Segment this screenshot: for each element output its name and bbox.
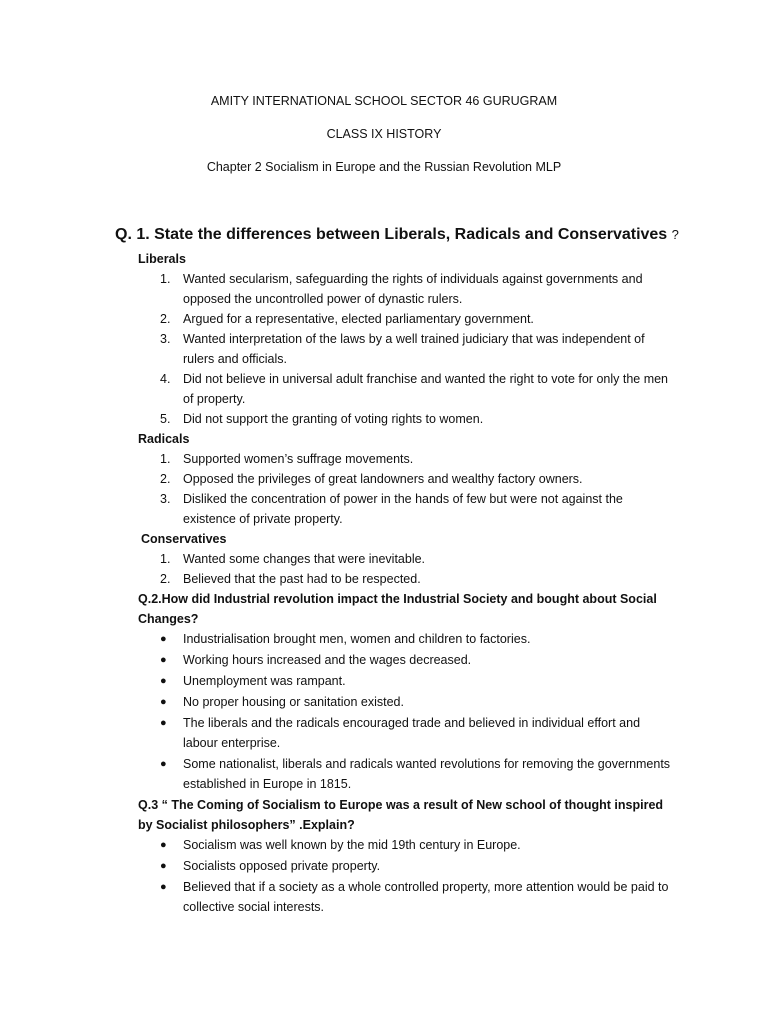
school-name: AMITY INTERNATIONAL SCHOOL SECTOR 46 GURUGRAM (210, 94, 558, 108)
list-item: 5. Did not support the granting of voting rights to women. (160, 412, 484, 426)
liberals-list (138, 269, 678, 429)
question-1-mark: ? (671, 227, 679, 242)
bullet-icon: ● (160, 758, 167, 770)
conservatives-heading: Conservatives (141, 532, 227, 546)
question-1-title (115, 226, 679, 244)
class-title: CLASS IX HISTORY (326, 127, 442, 141)
list-item: 4. Did not believe in universal adult franchise and wanted the right to vote for only the men of property. (160, 372, 669, 406)
bullet-icon: ● (160, 860, 167, 872)
bullet-icon: ● (160, 881, 167, 893)
liberals-heading: Liberals (138, 252, 186, 266)
question-2-title: Q.2.How did Industrial revolution impact the Industrial Society and bought about Social Changes? (138, 592, 657, 626)
question-2-list (138, 629, 678, 794)
bullet-icon: ● (160, 654, 167, 666)
bullet-icon: ● (160, 839, 167, 851)
list-item: 3. Wanted interpretation of the laws by a well trained judiciary that was independent of rulers and officials. (160, 332, 645, 366)
list-item: 2. Argued for a representative, elected parliamentary government. (160, 312, 534, 326)
answers-content (138, 249, 678, 918)
chapter-title: Chapter 2 Socialism in Europe and the Russian Revolution MLP (206, 160, 562, 174)
list-item: ● Industrialisation brought men, women and children to factories. (138, 629, 678, 649)
list-item: ● The liberals and the radicals encouraged trade and believed in individual effort and labour enterprise. (138, 713, 678, 753)
list-item: 1. Wanted some changes that were inevitable. (160, 552, 426, 566)
list-item: ● Socialists opposed private property. (138, 856, 678, 876)
bullet-icon: ● (160, 675, 167, 687)
question-3-title: Q.3 “ The Coming of Socialism to Europe was a result of New school of thought inspired by Socialist philosophers” .Explain? (138, 798, 664, 832)
bullet-icon: ● (160, 696, 167, 708)
list-item: ● Unemployment was rampant. (138, 671, 678, 691)
list-item: ● Socialism was well known by the mid 19th century in Europe. (138, 835, 678, 855)
bullet-icon: ● (160, 633, 167, 645)
list-item: 3. Disliked the concentration of power in the hands of few but were not against the existence of private property. (160, 492, 623, 526)
list-item: ● Believed that if a society as a whole controlled property, more attention would be paid to collective social interests. (138, 877, 678, 917)
list-item: ● No proper housing or sanitation existed. (138, 692, 678, 712)
radicals-list (138, 449, 678, 529)
conservatives-list (138, 549, 678, 589)
question-1-text: Q. 1. State the differences between Liberals, Radicals and Conservatives (115, 226, 668, 243)
list-item: 2. Opposed the privileges of great landowners and wealthy factory owners. (160, 472, 583, 486)
radicals-heading: Radicals (138, 432, 190, 446)
list-item: 2. Believed that the past had to be respected. (160, 572, 421, 586)
list-item: ● Some nationalist, liberals and radicals wanted revolutions for removing the governments established in Europe in 1815. (138, 754, 678, 794)
list-item: 1. Wanted secularism, safeguarding the rights of individuals against governments and opposed the uncontrolled power of dynastic rulers. (160, 272, 643, 306)
question-3-list (138, 835, 678, 917)
list-item: ● Working hours increased and the wages decreased. (138, 650, 678, 670)
bullet-icon: ● (160, 717, 167, 729)
list-item: 1. Supported women’s suffrage movements. (160, 452, 414, 466)
